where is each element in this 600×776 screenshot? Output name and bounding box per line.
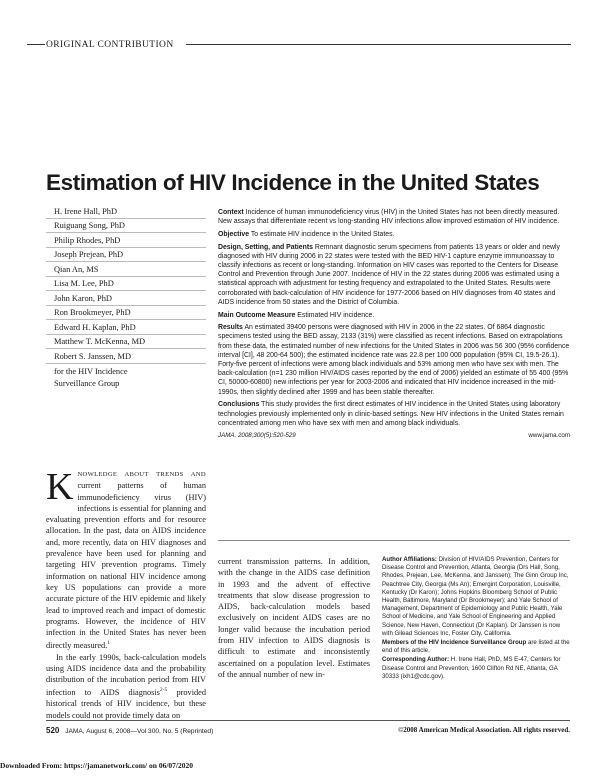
header-rule-left bbox=[27, 44, 45, 45]
author-affiliations: Author Affiliations: Division of HIV/AIDS Prevention, Centers for Disease Control and Prevention, Atlanta, Georgia (Drs Hall, Song, Rhodes, Prejean, Lee, McKenna, and Janssen); The Ginn Group Inc, Peachtree City, Georgia (Ms An); Emergint Corporation, Louisville, Kentucky (Dr Karon); Johns Hopkins Bloomberg School of Public Health, Baltimore, Maryland (Dr Brookmeyer); and Yale School of Management, Department of Epidemiology and Public Health, Yale School of Medicine, and Yale School of Engineering and Applied Science, New Haven, Connecticut (Dr Kaplan). Dr Janssen is now with Gilead Sciences Inc, Foster City, California. Members of the HIV Incidence Surveillance Group are listed at the end of this article. Corresponding Author: H. Irene Hall, PhD, MS E-47, Centers for Disease Control and Prevention, 1600 Clifton Rd NE, Atlanta, GA 30333 (ixh1@cdc.gov). bbox=[382, 556, 570, 680]
drop-cap: K bbox=[46, 466, 74, 508]
author-name: Edward H. Kaplan, PhD bbox=[46, 322, 206, 335]
abstract bbox=[218, 208, 570, 441]
study-group: for the HIV Incidence Surveillance Group bbox=[54, 367, 128, 389]
journal-issue: JAMA, August 6, 2008—Vol 300, No. 5 (Reprinted) bbox=[65, 728, 214, 735]
intro-paragraph: KNOWLEDGE ABOUT TRENDS AND current patterns of human immunodeficiency virus (HIV) infections is essential for planning and evaluating prevention efforts and for resource allocation. In the past, data on AIDS incidence and, more recently, data on HIV diagnoses and prevalence have been used for planning and targeting HIV prevention programs. Timely information on national HIV incidence among key US populations can provide a more accurate picture of the HIV epidemic and likely lead to improved reach and impact of domestic programs. However, the incidence of HIV infection in the United States has never been directly measured.$^1$ bbox=[46, 466, 206, 651]
page-number: 520 bbox=[46, 726, 60, 735]
author-name: John Karon, PhD bbox=[46, 293, 206, 306]
footer-rule bbox=[46, 720, 570, 721]
download-stamp: Downloaded From: https://jamanetwork.com/ on 06/07/2020 bbox=[0, 761, 193, 770]
abstract-context: Context Incidence of human immunodeficiency virus (HIV) in the United States has not been directly measured. New assays that differentiate recent vs long-standing HIV infections allow improved estimation of HIV incidence. bbox=[218, 209, 560, 226]
abstract-objective: Objective To estimate HIV incidence in the United States. bbox=[218, 230, 395, 238]
abstract-design: Design, Setting, and Patients Remnant diagnostic serum specimens from patients 13 years or older and newly diagnosed with HIV during 2006 in 22 states were tested with the BED HIV-1 capture enzyme immunoassay to classify infections as recent or long-standing. Information on HIV cases was reported to the Centers for Disease Control and Prevention through June 2007. Incidence of HIV in the 22 states during 2006 was estimated using a statistical approach with adjustment for testing frequency and extrapolated to the United States. Results were corroborated with back-calculation of HIV incidence for 1977-2006 based on HIV diagnoses from 40 states and AIDS incidence from 50 states and the District of Columbia. bbox=[218, 243, 560, 306]
author-name: Ron Brookmeyer, PhD bbox=[46, 307, 206, 320]
abstract-conclusions: Conclusions This study provides the first direct estimates of HIV incidence in the United States using laboratory technologies previously implemented only in clinic-based settings. New HIV infections in the United States remain concentrated among men who have sex with men and among black individuals. bbox=[218, 401, 564, 427]
author-name: H. Irene Hall, PhD bbox=[46, 206, 206, 219]
author-name: Robert S. Janssen, MD bbox=[46, 351, 206, 364]
author-name: Philip Rhodes, PhD bbox=[46, 235, 206, 248]
copyright: ©2008 American Medical Association. All rights reserved. bbox=[398, 726, 570, 734]
author-name: Matthew T. McKenna, MD bbox=[46, 336, 206, 349]
author-name: Joseph Prejean, PhD bbox=[46, 249, 206, 262]
citation: JAMA. 2008;300(5):520-529 bbox=[218, 432, 296, 440]
citation-line bbox=[218, 431, 570, 440]
author-list bbox=[46, 206, 206, 392]
history-paragraph: In the early 1990s, back-calculation models using AIDS incidence data and the probability distribution of the incubation period from HIV infection to AIDS diagnosis$^{2-5}$ provided historical trends of HIV incidence, but these models could not provide timely data on bbox=[46, 652, 206, 720]
article-title: Estimation of HIV Incidence in the United States bbox=[46, 170, 540, 195]
footer-left bbox=[46, 726, 213, 735]
author-name: Qian An, MS bbox=[46, 264, 206, 277]
author-name: Lisa M. Lee, PhD bbox=[46, 278, 206, 291]
body-column-left bbox=[46, 468, 206, 721]
section-label: ORIGINAL CONTRIBUTION bbox=[46, 40, 174, 50]
author-name: Ruiguang Song, PhD bbox=[46, 220, 206, 233]
body-column-middle: current transmission patterns. In addition, with the change in the AIDS case definition in 1993 and the advent of effective treatments that slow disease progression to AIDS, back-calculation models based exclusively on incident AIDS cases are no longer valid because the incubation period from HIV infection to AIDS diagnosis is difficult to estimate and inconsistently ascertained on a population level. Estimates of the annual number of new in- bbox=[218, 557, 370, 679]
journal-url[interactable]: www.jama.com bbox=[528, 432, 570, 440]
abstract-results: Results An estimated 39400 persons were diagnosed with HIV in 2006 in the 22 states. Of 6864 diagnostic specimens tested using the BED assay, 2133 (31%) were classified as recent infections. Based on extrapolations from these data, the estimated number of new infections for the United States in 2006 was 56 300 (95% confidence interval [CI], 48 200-64 500); the estimated incidence rate was 22.8 per 100 000 population (95% CI, 19.5-26.1). Forty-five percent of infections were among black individuals and 53% among men who have sex with men. The back-calculation (n=1 230 million HIV/AIDS cases reported by the end of 2006) yielded an estimate of 55 400 (95% CI, 50000-60800) new infections per year for 2003-2006 and indicated that HIV incidence increased in the mid-1990s, then slightly declined after 1999 and has been stable thereafter. bbox=[218, 324, 570, 396]
header-rule-right bbox=[186, 44, 571, 45]
abstract-outcome: Main Outcome Measure Estimated HIV incidence. bbox=[218, 311, 375, 319]
abstract-rule bbox=[218, 540, 570, 541]
